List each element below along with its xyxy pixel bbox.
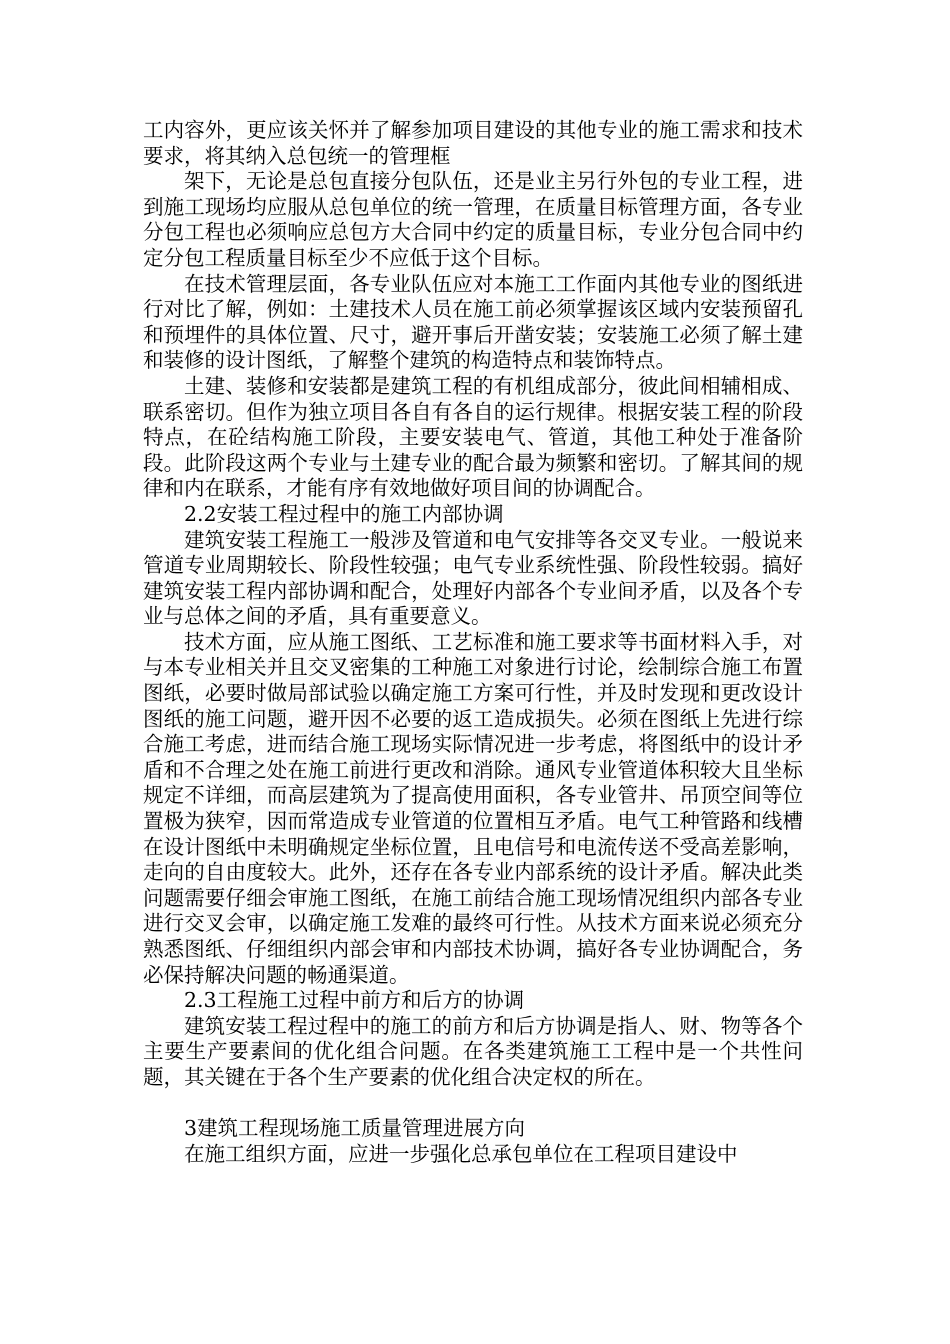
section-heading-2-3: 2.3工程施工过程中前方和后方的协调 bbox=[184, 988, 525, 1013]
paragraph-6: 技术方面，应从施工图纸、工艺标准和施工要求等书面材料入手，对与本专业相关并且交叉密集的工种施工对象进行讨论，绘制综合施工布置图纸，必要时做局部试验以确定施工方案可行性，并及时发现和更改设计图纸的施工问题，避开因不必要的返工造成损失。必须在图纸上先进行综合施工考虑，进而结合施工现场实际情况进一步考虑，将图纸中的设计矛盾和不合理之处在施工前进行更改和消除。通风专业管道体积较大且坐标规定不详细，而高层建筑为了提高使用面积，各专业管井、吊顶空间等位置极为狭窄，因而常造成专业管道的位置相互矛盾。电气工种管路和线槽在设计图纸中未明确规定坐标位置，且电信号和电流传送不受高差影响，走向的自由度较大。此外，还存在各专业内部系统的设计矛盾。解决此类问题需要仔细会审施工图纸，在施工前结合施工现场情况组织内部各专业进行交叉会审，以确定施工发难的最终可行性。从技术方面来说必须充分熟悉图纸、仔细组织内部会审和内部技术协调，搞好各专业协调配合，务必保持解决问题的畅通渠道。 bbox=[143, 629, 803, 987]
paragraph-7: 建筑安装工程过程中的施工的前方和后方协调是指人、财、物等各个主要生产要素间的优化组合问题。在各类建筑施工工程中是一个共性问题，其关键在于各个生产要素的优化组合决定权的所在。 bbox=[143, 1013, 803, 1089]
paragraph-2: 架下，无论是总包直接分包队伍，还是业主另行外包的专业工程，进到施工现场均应服从总包单位的统一管理，在质量目标管理方面，各专业分包工程也必须响应总包方大合同中约定的质量目标，专业分包合同中约定分包工程质量目标至少不应低于这个目标。 bbox=[143, 169, 803, 270]
section-heading-2-2: 2.2安装工程过程中的施工内部协调 bbox=[184, 501, 504, 526]
paragraph-5: 建筑安装工程施工一般涉及管道和电气安排等各交叉专业。一般说来管道专业周期较长、阶段性较强；电气专业系统性强、阶段性较弱。搞好建筑安装工程内部协调和配合，处理好内部各个专业间矛盾，以及各个专业与总体之间的矛盾，具有重要意义。 bbox=[143, 527, 803, 629]
paragraph-4: 土建、装修和安装都是建筑工程的有机组成部分，彼此间相辅相成、联系密切。但作为独立项目各自有各自的运行规律。根据安装工程的阶段特点，在砼结构施工阶段，主要安装电气、管道，其他工种处于准备阶段。此阶段这两个专业与土建专业的配合最为频繁和密切。了解其间的规律和内在联系，才能有序有效地做好项目间的协调配合。 bbox=[143, 373, 803, 501]
paragraph-1: 工内容外，更应该关怀并了解参加项目建设的其他专业的施工需求和技术要求，将其纳入总包统一的管理框 bbox=[143, 118, 803, 168]
paragraph-3: 在技术管理层面，各专业队伍应对本施工工作面内其他专业的图纸进行对比了解，例如：土建技术人员在施工前必须掌握该区域内安装预留孔和预埋件的具体位置、尺寸，避开事后开凿安装；安装施工必须了解土建和装修的设计图纸，了解整个建筑的构造特点和装饰特点。 bbox=[143, 271, 803, 373]
paragraph-8: 在施工组织方面，应进一步强化总承包单位在工程项目建设中 bbox=[184, 1141, 738, 1166]
document-body bbox=[143, 118, 803, 1167]
section-heading-3: 3建筑工程现场施工质量管理进展方向 bbox=[184, 1116, 526, 1141]
